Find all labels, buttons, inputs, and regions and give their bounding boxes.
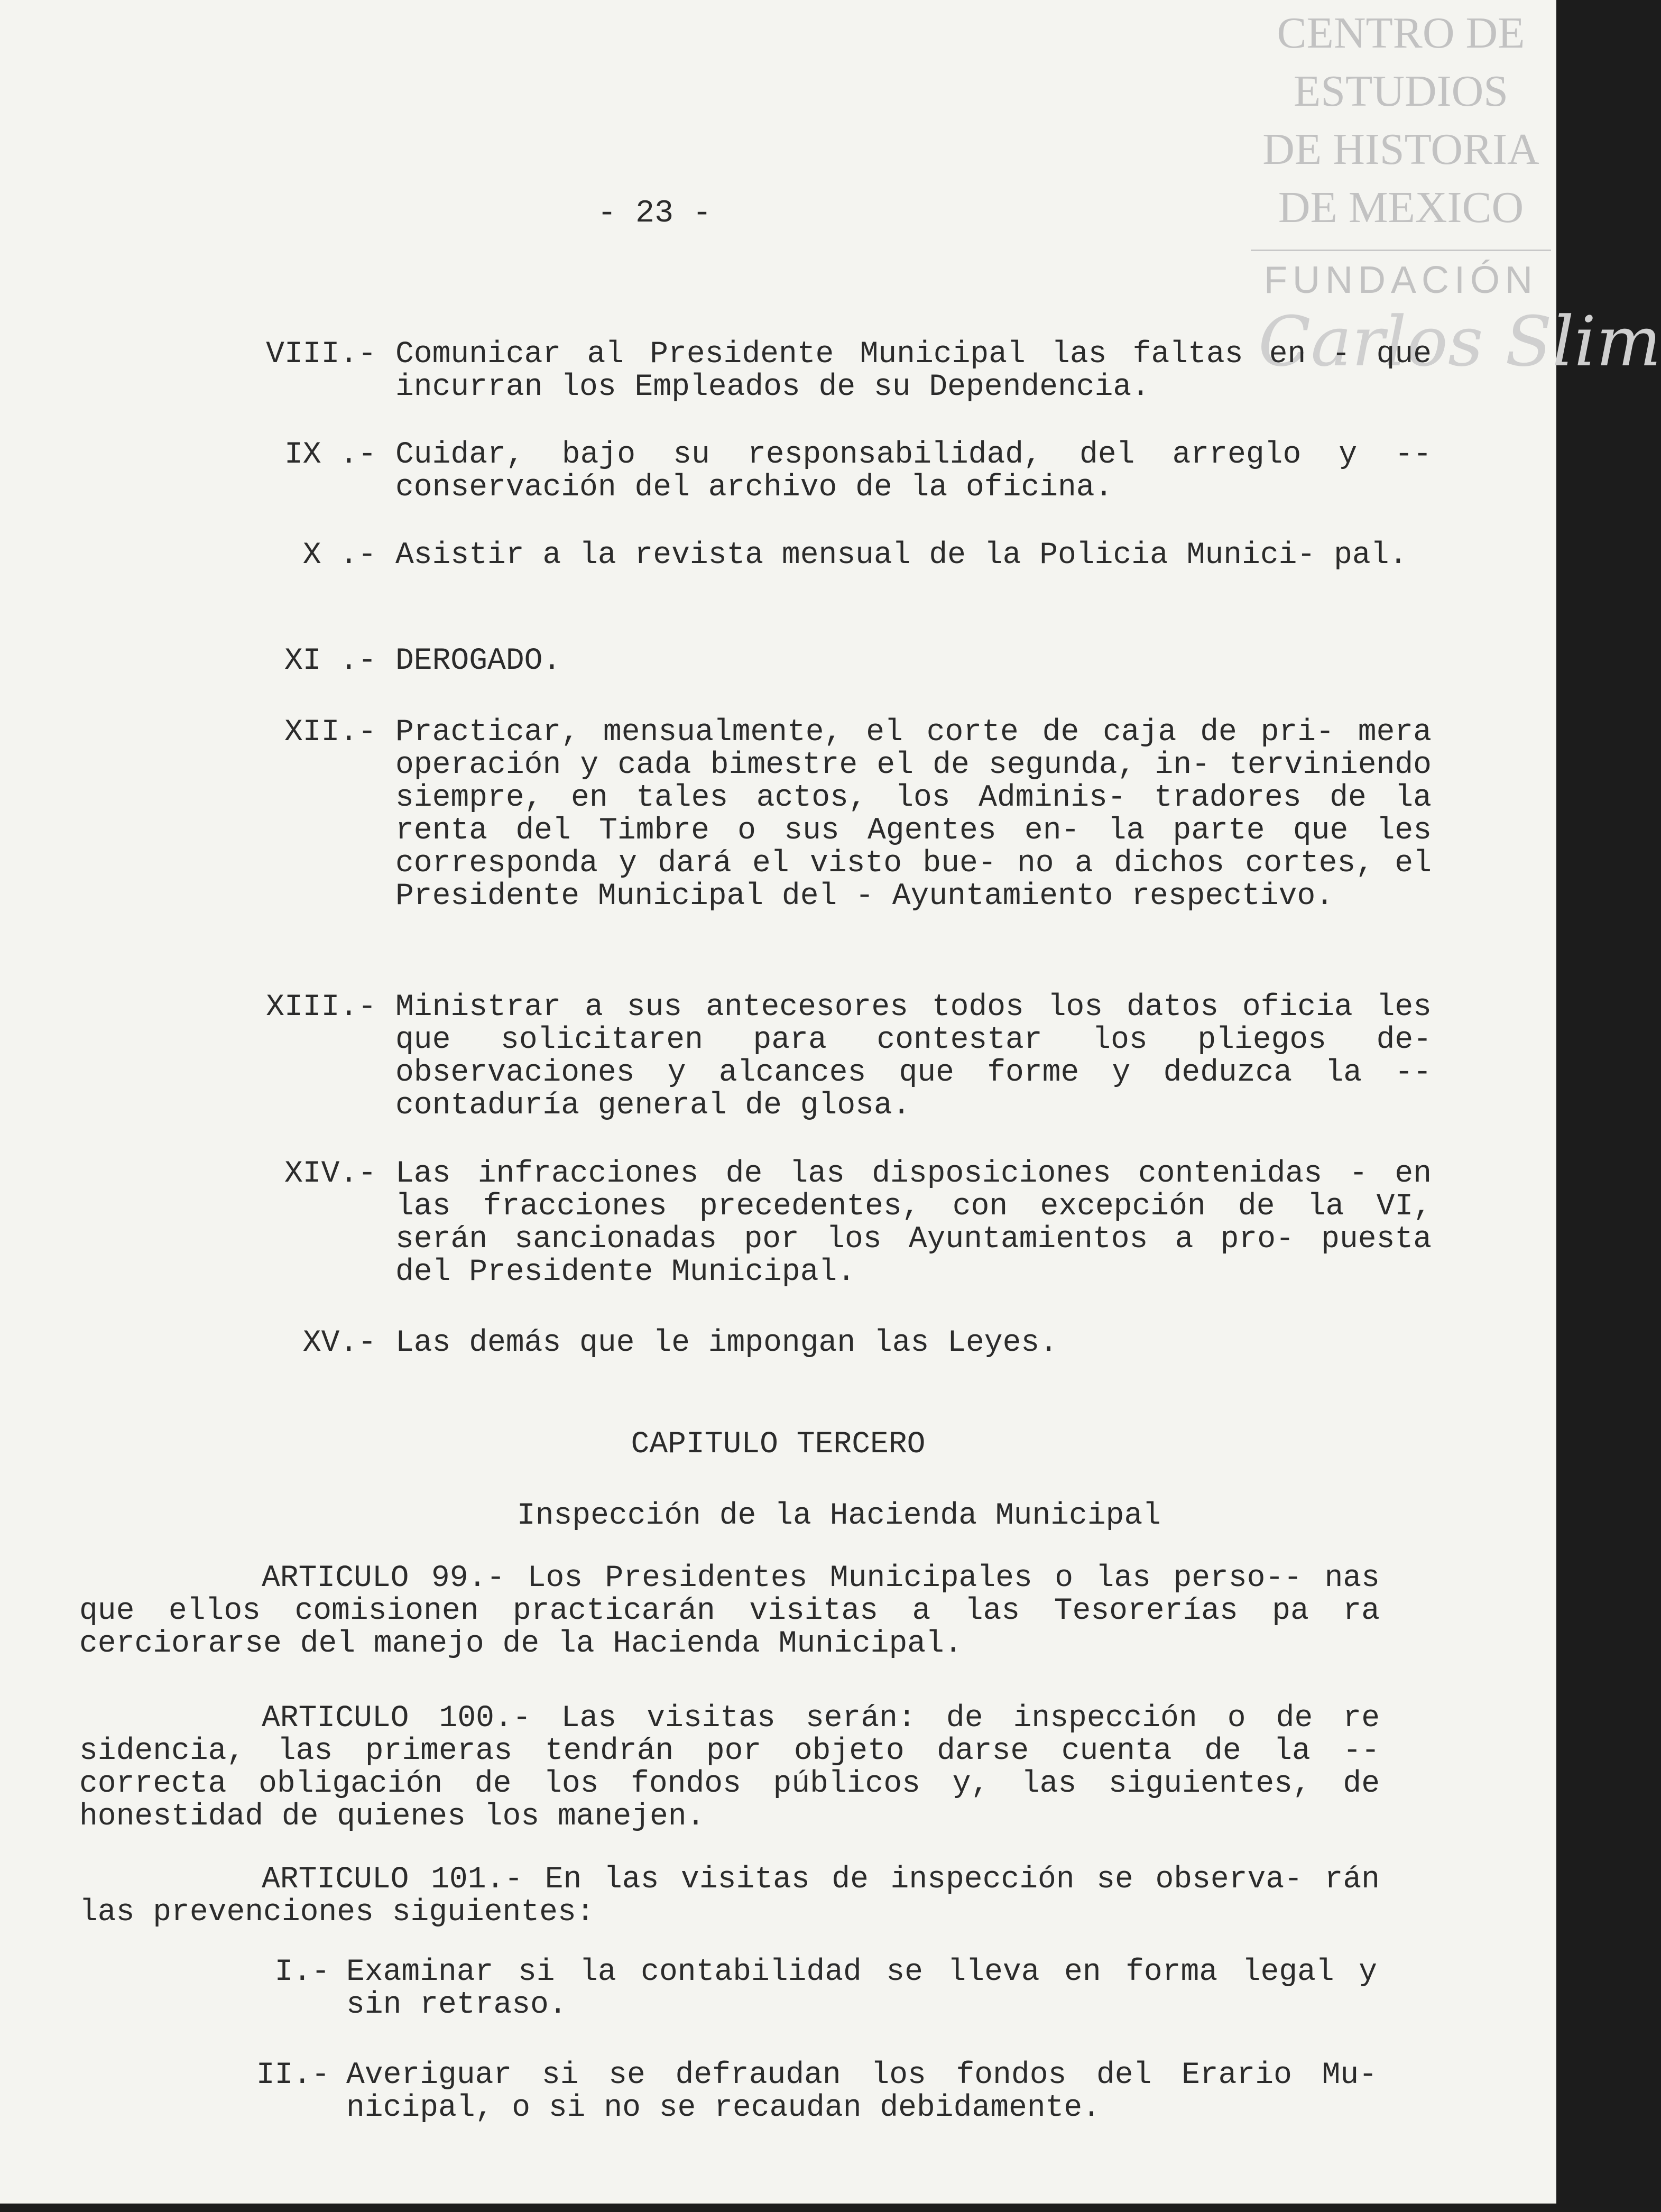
item-number: XI .-: [284, 644, 376, 678]
item-text: Cuidar, bajo su responsabilidad, del arreglo y -- conservación del archivo de la oficina.: [395, 438, 1432, 505]
item-number: XIII.-: [266, 990, 376, 1025]
watermark-signature: Carlos Slim: [1258, 301, 1661, 382]
watermark-foundation: FUNDACIÓN: [1264, 259, 1538, 301]
article-paragraph: ARTICULO 99.- Los Presidentes Municipales o las perso-- nas que ellos comisionen practicarán visitas a las Tesorerías pa ra cerciorarse del manejo de la Hacienda Municipal.: [79, 1561, 1380, 1661]
chapter-subtitle: Inspección de la Hacienda Municipal: [516, 1499, 1161, 1533]
item-text: Examinar si la contabilidad se lleva en forma legal y sin retraso.: [346, 1955, 1377, 2022]
archive-watermark: [1248, 4, 1554, 309]
item-text: Las demás que le impongan las Leyes.: [395, 1326, 1058, 1360]
item-number: XV.-: [302, 1326, 376, 1360]
item-number: IX .-: [284, 438, 376, 472]
item-text: Practicar, mensualmente, el corte de caja de pri- mera operación y cada bimestre el de segunda, in- terviniendo siempre, en tales actos, los Adminis- tradores de la renta del Timbre o sus Agentes en- la parte que les corresponda y dará el visto bue- no a dichos cortes, el Presidente Municipal del - Ayuntamiento respectivo.: [395, 715, 1432, 914]
watermark-line: DE HISTORIA: [1262, 125, 1539, 174]
article-paragraph: ARTICULO 101.- En las visitas de inspección se observa- rán las prevenciones siguientes:: [79, 1863, 1380, 1930]
page-number: - 23 -: [597, 196, 712, 232]
item-text: Asistir a la revista mensual de la Policia Munici- pal.: [395, 538, 1408, 573]
item-text: DEROGADO.: [395, 644, 561, 678]
item-text: Comunicar al Presidente Municipal las faltas en - que incurran los Empleados de su Dependencia.: [395, 337, 1432, 404]
article-paragraph: ARTICULO 100.- Las visitas serán: de inspección o de re sidencia, las primeras tendrán por objeto darse cuenta de la -- correcta obligación de los fondos públicos y, las siguientes, de honestidad de quienes los manejen.: [79, 1701, 1380, 1834]
item-text: Averiguar si se defraudan los fondos del Erario Mu- nicipal, o si no se recaudan debidamente.: [346, 2058, 1377, 2125]
item-number: XII.-: [284, 715, 376, 750]
item-number: XIV.-: [284, 1157, 376, 1191]
chapter-heading: CAPITULO TERCERO: [631, 1427, 926, 1462]
item-text: Las infracciones de las disposiciones contenidas - en las fracciones precedentes, con excepción de la VI, serán sancionadas por los Ayuntamientos a pro- puesta del Presidente Municipal.: [395, 1157, 1432, 1289]
item-number: II.-: [256, 2058, 330, 2093]
item-number: VIII.-: [266, 337, 376, 372]
watermark-line: DE MEXICO: [1278, 183, 1524, 232]
watermark-line: CENTRO DE: [1277, 8, 1525, 58]
item-number: I.-: [274, 1955, 330, 1989]
watermark-line: ESTUDIOS: [1293, 67, 1508, 116]
item-number: X .-: [302, 538, 376, 573]
item-text: Ministrar a sus antecesores todos los datos oficia les que solicitaren para contestar los pliegos de- observaciones y alcances que forme y deduzca la -- contaduría general de glosa.: [395, 990, 1432, 1123]
